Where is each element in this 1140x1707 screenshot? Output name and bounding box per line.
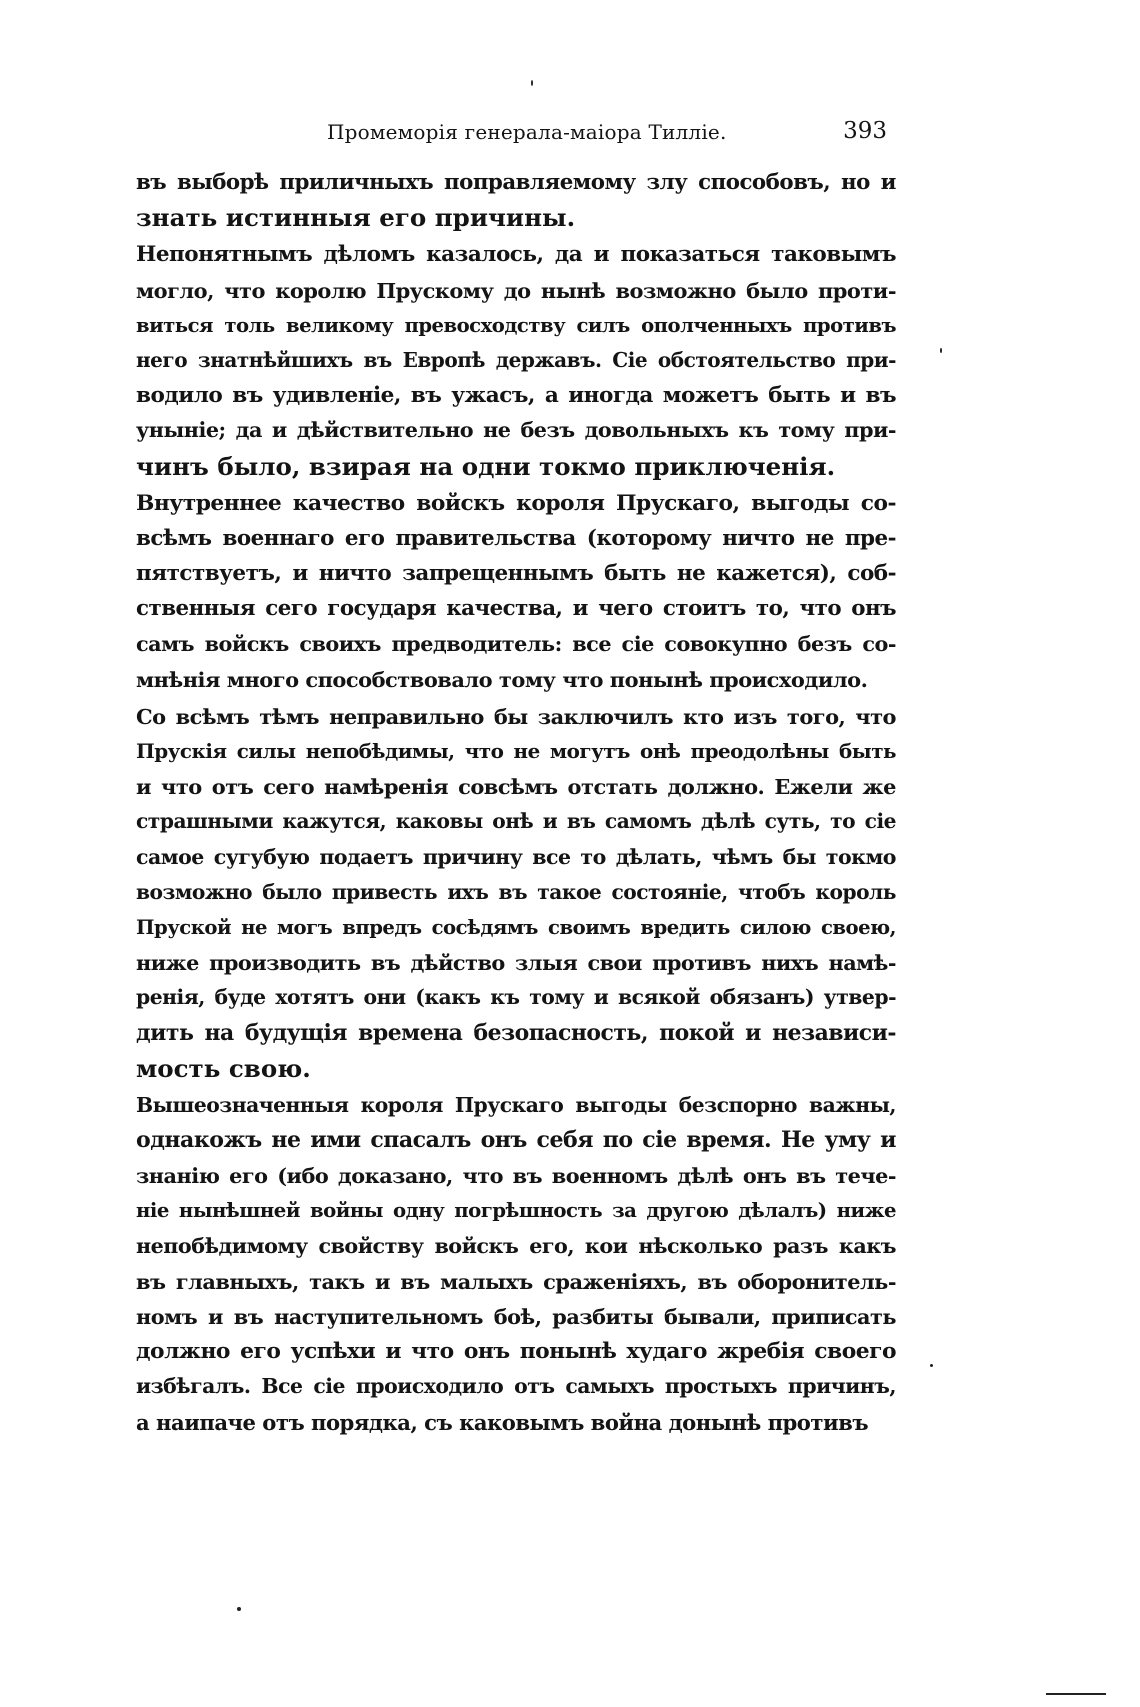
paragraph (136, 237, 896, 483)
text-line: пятствуетъ, и ничто запрещеннымъ быть не кажется), соб- (136, 561, 896, 587)
text-line: всѣмъ военнаго его правительства (которому ничто не пре- (136, 525, 896, 551)
text-line: знать истинныя его причины. (136, 203, 576, 233)
text-line: самъ войскъ своихъ предводитель: все сіе совокупно безъ со- (136, 631, 896, 657)
text-line: страшными кажутся, каковы онѣ и въ самомъ дѣлѣ суть, то сіе (136, 809, 896, 834)
paragraph (136, 699, 896, 1086)
text-line: виться толь великому превосходству силъ ополченныхъ противъ (136, 313, 896, 337)
text-line: уныніе; да и дѣйствительно не безъ довольныхъ къ тому при- (136, 418, 896, 443)
text-line: въ выборѣ приличныхъ поправляемому злу способовъ, но и (136, 170, 896, 195)
scan-edge-mark (1046, 1693, 1106, 1695)
text-line: и что отъ сего намѣренія совсѣмъ отстать должно. Ежели же (136, 774, 896, 800)
page-number: 393 (843, 118, 887, 144)
text-line: мнѣнія много способствовало тому что понынѣ происходило. (136, 666, 868, 692)
text-line: чинъ было, взирая на одни токмо приключенія. (136, 451, 836, 481)
scan-speck (940, 348, 942, 353)
paragraph (136, 1088, 896, 1440)
text-line: должно его успѣхи и что онъ понынѣ худаго жребія своего (136, 1339, 896, 1365)
text-line: ніе нынѣшней войны одну погрѣшность за другою дѣлалъ) ниже (136, 1199, 896, 1223)
scan-speck (237, 1607, 241, 1611)
running-title: Промеморія генерала-маіора Тилліе. (327, 120, 727, 144)
text-line: возможно было привесть ихъ въ такое состояніе, чтобъ король (136, 879, 896, 904)
text-line: мость свою. (136, 1053, 311, 1083)
body-text (136, 165, 896, 1440)
text-line: номъ и въ наступительномъ боѣ, разбиты бывали, приписать (136, 1304, 896, 1329)
text-line: въ главныхъ, такъ и въ малыхъ сраженіяхъ, въ оборонитель- (136, 1268, 896, 1294)
text-line: Внутреннее качество войскъ короля Прускаго, выгоды со- (136, 490, 896, 516)
text-line: ственныя сего государя качества, и чего стоитъ то, что онъ (136, 596, 896, 622)
text-line: дить на будущія времена безопасность, покой и независи- (136, 1019, 896, 1046)
paragraph (136, 165, 896, 235)
text-line: ренія, буде хотятъ они (какъ къ тому и всякой обязанъ) утвер- (136, 985, 896, 1010)
text-line: него знатнѣйшихъ въ Европѣ державъ. Сіе обстоятельство при- (136, 347, 896, 372)
text-line: водило въ удивленіе, въ ужасъ, а иногда можетъ быть и въ (136, 383, 896, 409)
running-header (327, 118, 887, 148)
text-line: Со всѣмъ тѣмъ неправильно бы заключилъ кто изъ того, что (136, 703, 896, 729)
text-line: Непонятнымъ дѣломъ казалось, да и показаться таковымъ (136, 242, 896, 268)
text-line: Пруской не могъ впредъ сосѣдямъ своимъ вредить силою своею, (136, 915, 896, 939)
text-line: могло, что королю Прускому до нынѣ возможно было проти- (136, 277, 896, 303)
text-line: однакожъ не ими спасалъ онъ себя по сіе время. Не уму и (136, 1127, 896, 1154)
scan-speck (531, 80, 533, 86)
text-line: Прускія силы непобѣдимы, что не могутъ онѣ преодолѣны быть (136, 739, 896, 763)
text-line: самое сугубую подаетъ причину все то дѣлать, чѣмъ бы токмо (136, 844, 896, 869)
scan-speck (930, 1364, 933, 1367)
text-line: знанію его (ибо доказано, что въ военномъ дѣлѣ онъ въ тече- (136, 1163, 896, 1189)
text-line: непобѣдимому свойству войскъ его, кои нѣсколько разъ какъ (136, 1233, 896, 1258)
paragraph (136, 486, 896, 697)
text-line: а наипаче отъ порядка, съ каковымъ война донынѣ противъ (136, 1409, 869, 1435)
text-line: избѣгалъ. Все сіе происходило отъ самыхъ простыхъ причинъ, (136, 1374, 896, 1399)
text-line: ниже производить въ дѣйство злыя свои противъ нихъ намѣ- (136, 950, 896, 976)
text-line: Вышеозначенныя короля Прускаго выгоды безспорно важны, (136, 1092, 896, 1117)
